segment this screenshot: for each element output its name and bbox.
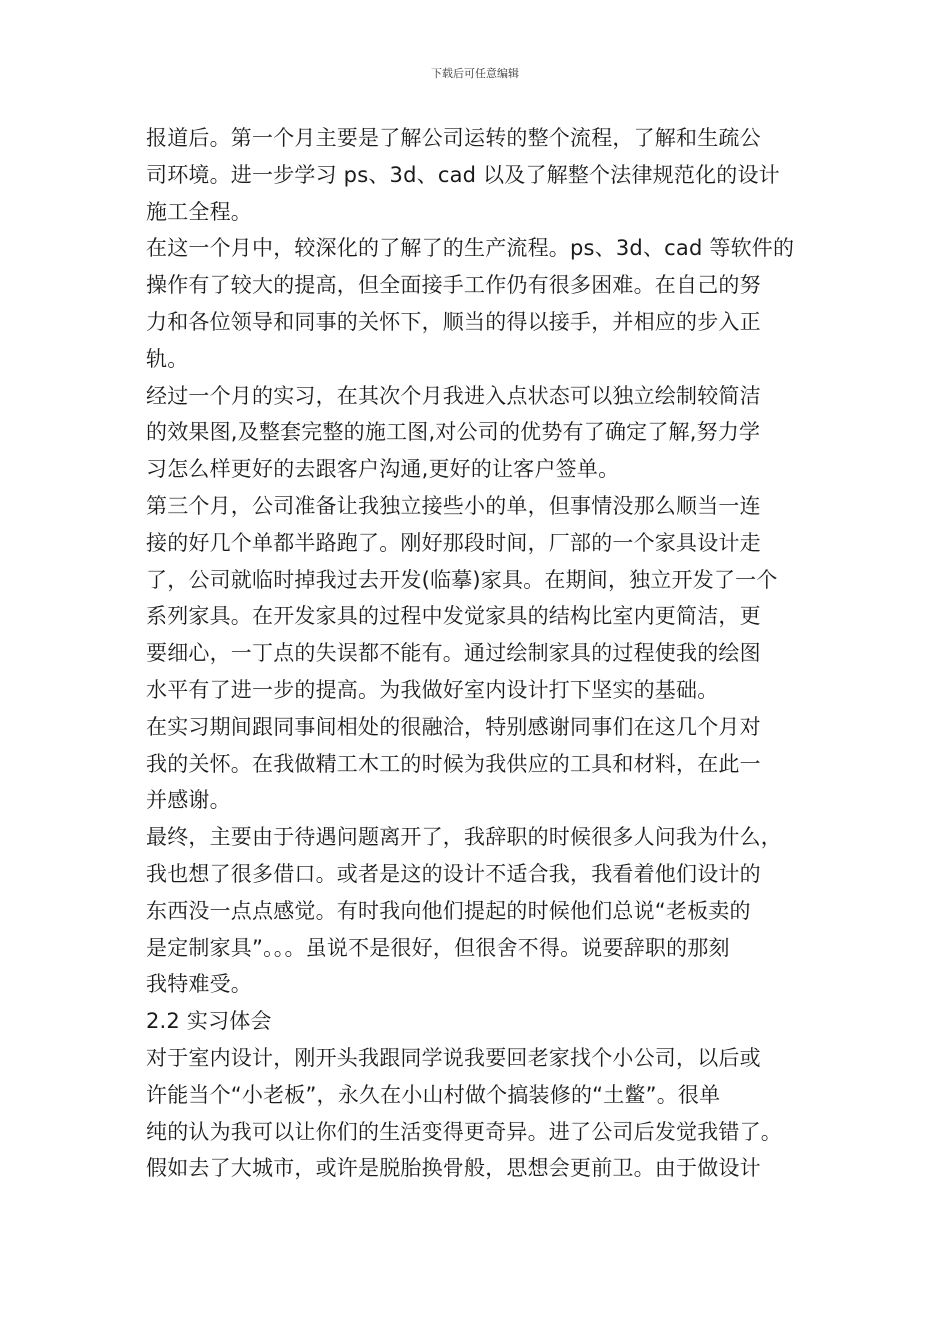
- text-line: 接的好几个单都半路跑了。刚好那段时间，厂部的一个家具设计走: [146, 530, 761, 555]
- page-header: 下载后可任意编辑: [431, 67, 519, 80]
- body-text: [146, 120, 808, 1187]
- text-line: 我特难受。: [146, 972, 252, 997]
- text-line: 水平有了进一步的提高。为我做好室内设计打下坚实的基础。: [146, 677, 719, 702]
- text-line: 我的关怀。在我做精工木工的时候为我供应的工具和材料，在此一: [146, 751, 761, 776]
- text-line: 在这一个月中，较深化的了解了的生产流程。ps、3d、cad 等软件的: [146, 236, 795, 261]
- text-line: 东西没一点点感觉。有时我向他们提起的时候他们总说“老板卖的: [146, 898, 751, 923]
- text-line: 了，公司就临时掉我过去开发(临摹)家具。在期间，独立开发了一个: [146, 567, 778, 592]
- text-line: 报道后。第一个月主要是了解公司运转的整个流程，了解和生疏公: [146, 126, 761, 150]
- text-line: 最终，主要由于待遇问题离开了，我辞职的时候很多人问我为什么，: [146, 825, 782, 850]
- text-line: 是定制家具”。。。虽说不是很好，但很舍不得。说要辞职的那刻: [146, 935, 730, 960]
- text-line: 假如去了大城市，或许是脱胎换骨般，思想会更前卫。由于做设计: [146, 1156, 761, 1181]
- text-line: 我也想了很多借口。或者是这的设计不适合我，我看着他们设计的: [146, 861, 761, 886]
- text-line: 经过一个月的实习，在其次个月我进入点状态可以独立绘制较简洁: [146, 383, 761, 408]
- section-heading: 2.2 实习体会: [146, 1009, 272, 1034]
- text-line: 在实习期间跟同事间相处的很融洽，特别感谢同事们在这几个月对: [146, 714, 761, 739]
- text-line: 操作有了较大的提高，但全面接手工作仍有很多困难。在自己的努: [146, 273, 761, 298]
- text-line: 习怎么样更好的去跟客户沟通,更好的让客户签单。: [146, 457, 620, 482]
- text-line: 力和各位领导和同事的关怀下，顺当的得以接手，并相应的步入正: [146, 309, 761, 334]
- text-line: 司环境。进一步学习 ps、3d、cad 以及了解整个法律规范化的设计: [146, 162, 780, 187]
- text-line: 对于室内设计，刚开头我跟同学说我要回老家找个小公司，以后或: [146, 1045, 761, 1070]
- text-line: 要细心，一丁点的失误都不能有。通过绘制家具的过程使我的绘图: [146, 641, 761, 666]
- text-line: 第三个月，公司准备让我独立接些小的单，但事情没那么顺当一连: [146, 493, 761, 518]
- text-line: 施工全程。: [146, 199, 252, 224]
- text-line: 纯的认为我可以让你们的生活变得更奇异。进了公司后发觉我错了。: [146, 1119, 782, 1144]
- text-line: 并感谢。: [146, 788, 231, 813]
- text-line: 的效果图,及整套完整的施工图,对公司的优势有了确定了解,努力学: [146, 420, 761, 445]
- text-line: 系列家具。在开发家具的过程中发觉家具的结构比室内更简洁，更: [146, 604, 761, 629]
- text-line: 轨。: [146, 346, 189, 371]
- text-line: 许能当个“小老板”，永久在小山村做个搞装修的“土鳖”。很单: [146, 1082, 721, 1107]
